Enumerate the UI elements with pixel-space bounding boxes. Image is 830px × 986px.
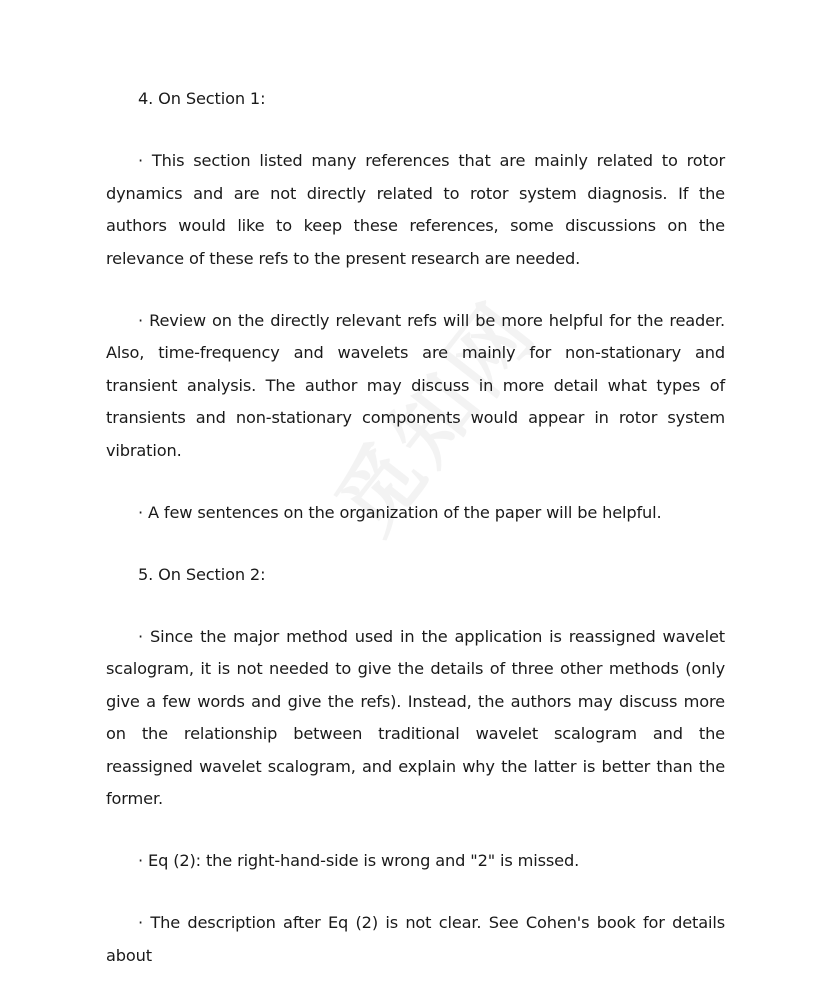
document-body	[106, 83, 725, 972]
section-1-comment-review: · Review on the directly relevant refs will be more helpful for the reader. Also, time-frequency and wavelets are mainly for non-stationary and transient analysis. The author may discuss in more detail what types of transients and non-stationary components would appear in rotor system vibration.	[106, 310, 725, 460]
section-1-comment-references: · This section listed many references that are mainly related to rotor dynamics and are not directly related to rotor system diagnosis. If the authors would like to keep these references, some discussions on the relevance of these refs to the present research are needed.	[106, 151, 725, 268]
section-2-comment-eq2: · Eq (2): the right-hand-side is wrong and "2" is missed.	[138, 851, 580, 870]
section-4-heading: 4. On Section 1:	[138, 89, 266, 108]
section-5-heading: 5. On Section 2:	[138, 564, 266, 584]
section-2-comment-methods: · Since the major method used in the application is reassigned wavelet scalogram, it is not needed to give the details of three other methods (only give a few words and give the refs). Instead, the authors may discuss more on the relationship between traditional wavelet scalogram and the reassigned wavelet scalogram, and explain why the latter is better than the former.	[106, 626, 725, 808]
section-1-comment-organization: · A few sentences on the organization of the paper will be helpful.	[138, 502, 662, 522]
section-2-comment-description: · The description after Eq (2) is not clear. See Cohen's book for details about	[106, 913, 725, 965]
